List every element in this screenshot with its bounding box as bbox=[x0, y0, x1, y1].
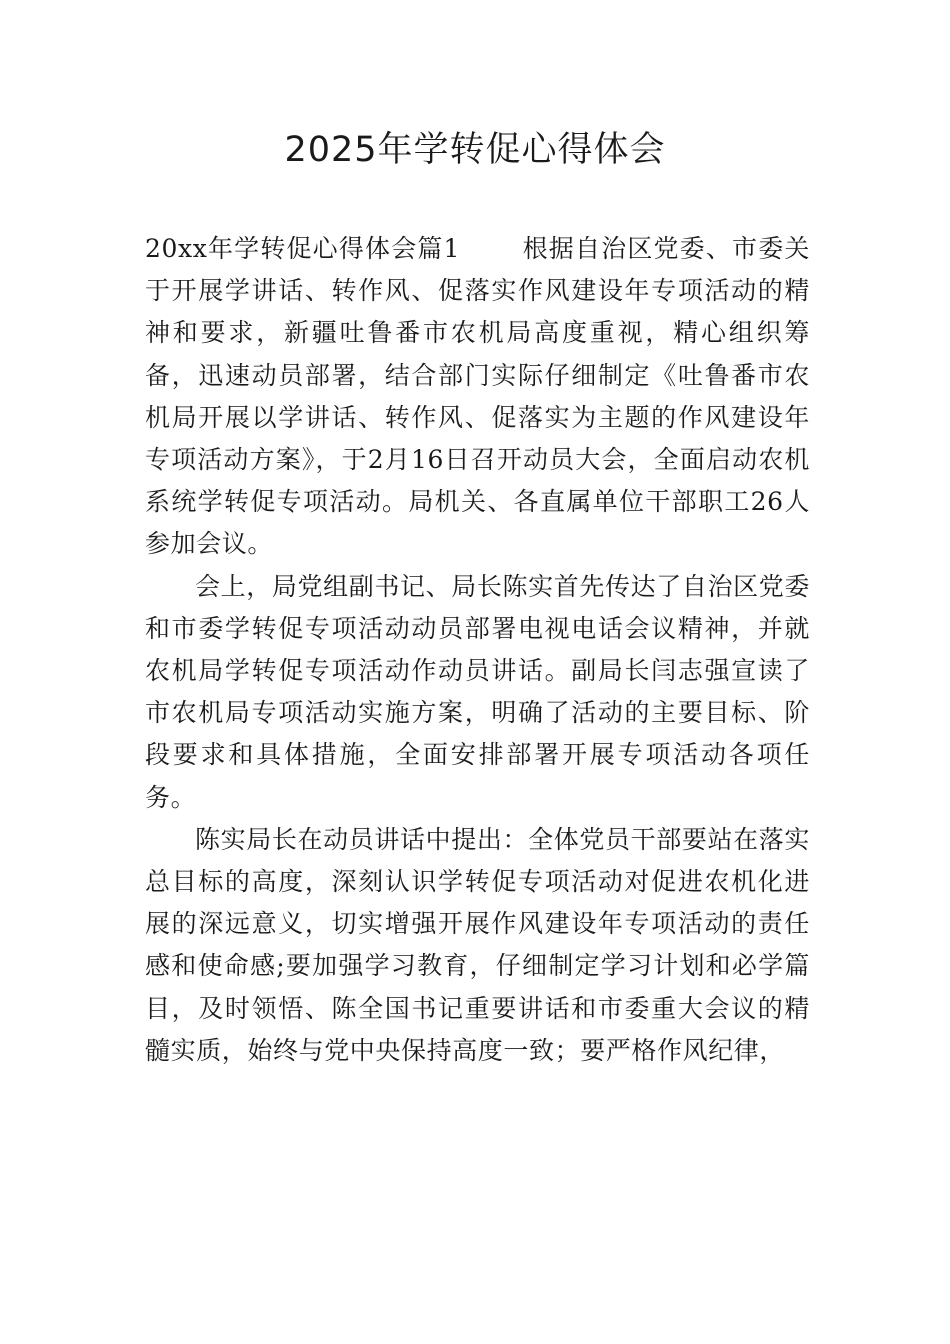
paragraph-1-text: 根据自治区党委、市委关于开展学讲话、转作风、促落实作风建设年专项活动的精神和要求，新疆吐鲁番市农机局高度重视，精心组织筹备，迅速动员部署，结合部门实际仔细制定《吐鲁番市农机局开展以学讲话、转作风、促落实为主题的作风建设年专项活动方案》，于2月16日召开动员大会，全面启动农机系统学转促专项活动。局机关、各直属单位干部职工26人参加会议。 bbox=[145, 234, 810, 559]
paragraph-3: 陈实局长在动员讲话中提出：全体党员干部要站在落实总目标的高度，深刻认识学转促专项活动对促进农机化进展的深远意义，切实增强开展作风建设年专项活动的责任感和使命感;要加强学习教育，仔细制定学习计划和必学篇目，及时领悟、陈全国书记重要讲话和市委重大会议的精髓实质，始终与党中央保持高度一致；要严格作风纪律， bbox=[145, 824, 810, 1065]
document-body bbox=[145, 228, 810, 1072]
paragraph-2: 会上，局党组副书记、局长陈实首先传达了自治区党委和市委学转促专项活动动员部署电视电话会议精神，并就农机局学转促专项活动作动员讲话。副局长闫志强宣读了市农机局专项活动实施方案，明确了活动的主要目标、阶段要求和具体措施，全面安排部署开展专项活动各项任务。 bbox=[145, 571, 810, 812]
paragraph-1 bbox=[145, 228, 810, 566]
document-title: 2025年学转促心得体会 bbox=[284, 130, 666, 170]
section-heading: 20xx年学转促心得体会篇1 bbox=[145, 234, 461, 263]
